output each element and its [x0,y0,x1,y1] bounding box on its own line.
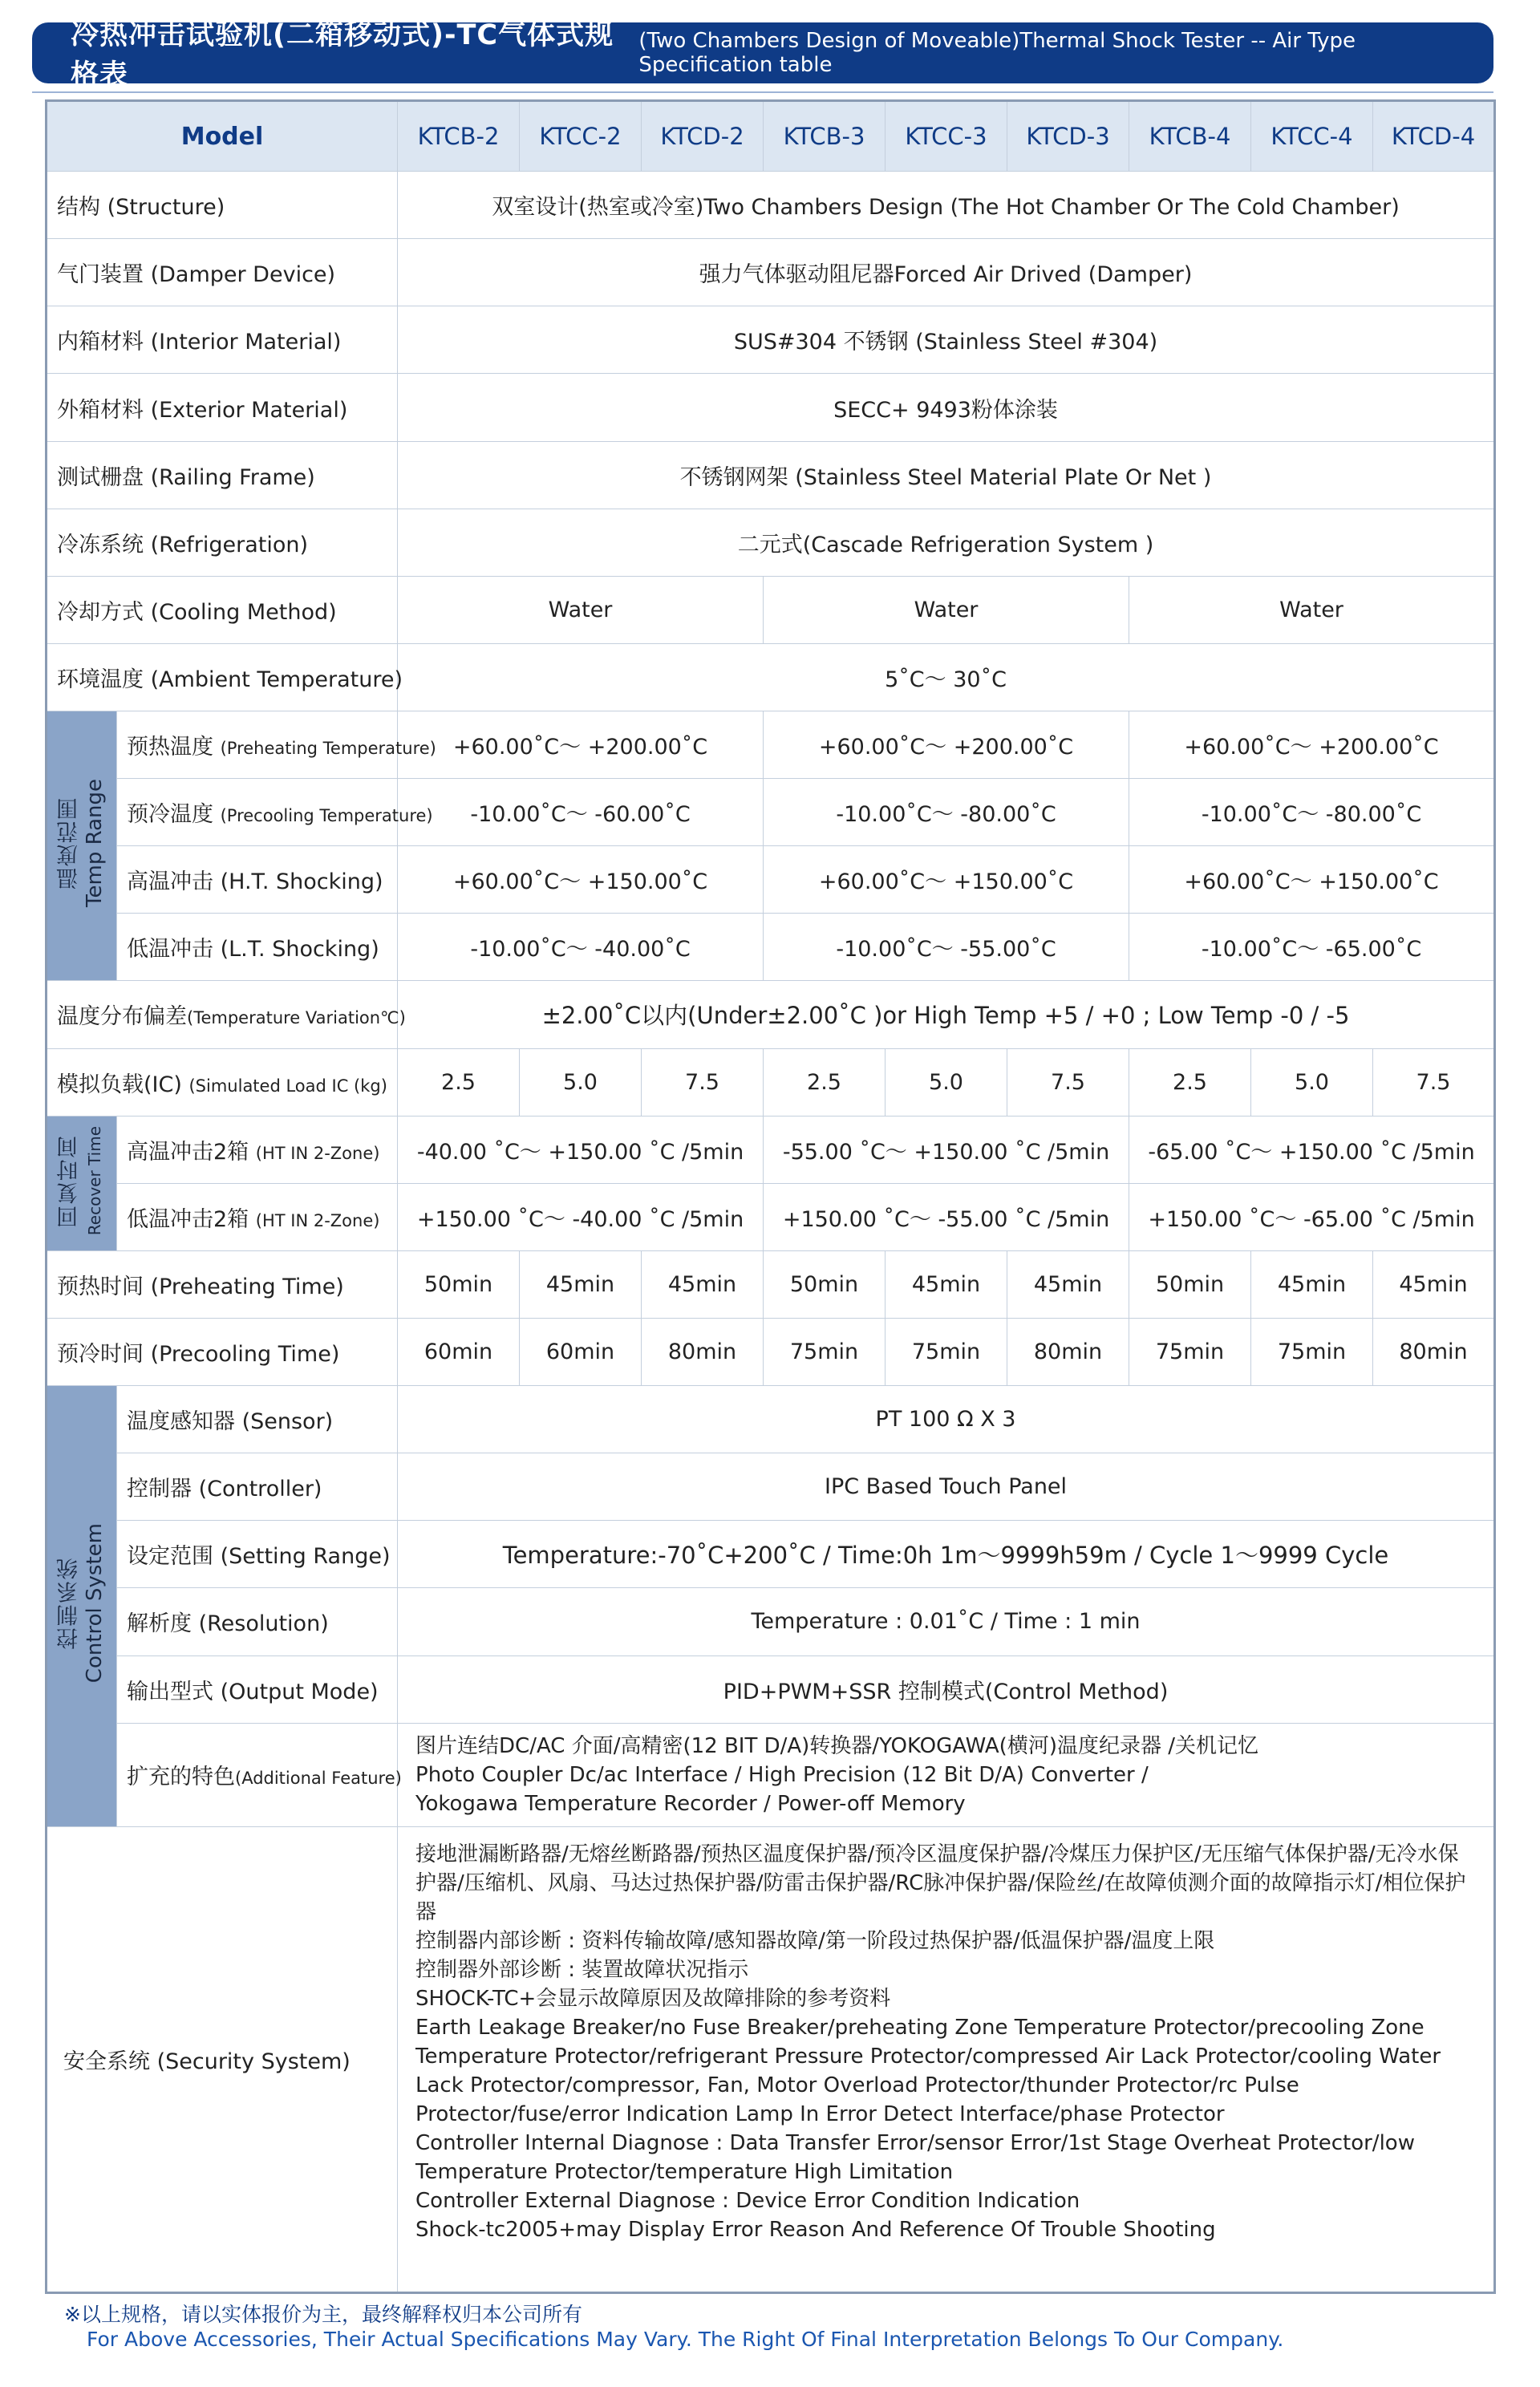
row-interior [47,306,1495,374]
security-system-value [398,1826,1495,2292]
simulated-load-label: 模拟负载(IC) (Simulated Load IC (kg) [47,1048,398,1116]
footnote-cn: ※以上规格，请以实体报价为主，最终解释权归本公司所有 [64,2303,582,2326]
model-ktcc-2: KTCC-2 [520,101,642,172]
output-mode-label: 输出型式 (Output Mode) [117,1656,398,1723]
lt-shocking-3: -10.00˚C～ -55.00˚C [764,914,1129,981]
security-line-2: 控制器内部诊断 : 资料传输故障/感知器故障/第一阶段过热保护器/低温保护器/温度上限 [415,1928,1215,1953]
precool-time-ktcb-3: 75min [764,1318,886,1385]
model-ktcd-2: KTCD-2 [642,101,764,172]
sim-load-ktcc-4: 5.0 [1251,1048,1373,1116]
row-lt-shocking [47,914,1495,981]
lt-shocking-4: -10.00˚C～ -65.00˚C [1129,914,1495,981]
refrigeration-label: 冷冻系统 (Refrigeration) [47,509,398,576]
title-banner [32,19,1493,91]
recover-ht-3: -55.00 ˚C～ +150.00 ˚C /5min [764,1116,1129,1183]
row-sensor [47,1386,1495,1453]
row-refrigeration [47,509,1495,576]
row-setting-range [47,1521,1495,1588]
sim-load-ktcb-2: 2.5 [398,1048,520,1116]
recover-lt-4: +150.00 ˚C～ -65.00 ˚C /5min [1129,1183,1495,1250]
title-en: (Two Chambers Design of Moveable)Thermal Shock Tester -- Air Type Specification table [638,29,1356,77]
exterior-label: 外箱材料 (Exterior Material) [47,374,398,441]
preheating-time-label: 预热时间 (Preheating Time) [47,1250,398,1318]
preheat-time-ktcc-4: 45min [1251,1250,1373,1318]
row-structure [47,172,1495,239]
damper-value: 强力气体驱动阻尼器Forced Air Drived (Damper) [398,239,1495,306]
precool-temp-3: -10.00˚C～ -80.00˚C [764,779,1129,846]
row-precooling-time [47,1318,1495,1385]
row-additional-feature [47,1723,1495,1826]
cooling-value-4: Water [1129,576,1495,643]
temp-variation-value: ±2.00˚C以内(Under±2.00˚C )or High Temp +5 / +0 ; Low Temp -0 / -5 [398,981,1495,1048]
sensor-label: 温度感知器 (Sensor) [117,1386,398,1453]
precool-time-ktcd-3: 80min [1007,1318,1129,1385]
preheat-time-ktcb-3: 50min [764,1250,886,1318]
ht-shocking-label: 高温冲击 (H.T. Shocking) [117,846,398,914]
resolution-value: Temperature : 0.01˚C / Time : 1 min [398,1588,1495,1656]
security-line-8: Shock-tc2005+may Display Error Reason And Reference Of Trouble Shooting [415,2217,1216,2242]
precool-time-ktcb-2: 60min [398,1318,520,1385]
footnote [64,2299,1476,2351]
row-controller [47,1453,1495,1521]
railing-label: 测试栅盘 (Railing Frame) [47,441,398,509]
output-mode-value: PID+PWM+SSR 控制模式(Control Method) [398,1656,1495,1723]
row-precool-temp [47,779,1495,846]
security-line-5: Earth Leakage Breaker/no Fuse Breaker/preheating Zone Temperature Protector/precooling Zone Temperature Protector/refrigerant Pressure Protector/compressed Air Lack Protector/cooling Water Lack Protector/compressor, Fan, Motor Overload Protector/thunder Protector/rc Pulse Protector/fuse/error Indication Lamp In Error Detect Interface/phase Protector [415,2015,1441,2126]
precool-temp-4: -10.00˚C～ -80.00˚C [1129,779,1495,846]
precool-time-ktcd-4: 80min [1373,1318,1495,1385]
recover-ht-2: -40.00 ˚C～ +150.00 ˚C /5min [398,1116,764,1183]
precool-time-ktcc-2: 60min [520,1318,642,1385]
precool-time-ktcd-2: 80min [642,1318,764,1385]
interior-value: SUS#304 不锈钢 (Stainless Steel #304) [398,306,1495,374]
control-system-group: 控制系统 Control System [47,1386,117,1827]
spec-table [45,99,1496,2294]
model-ktcd-3: KTCD-3 [1007,101,1129,172]
ambient-value: 5˚C～ 30˚C [398,643,1495,711]
sim-load-ktcc-2: 5.0 [520,1048,642,1116]
preheat-temp-2: +60.00˚C～ +200.00˚C [398,711,764,779]
row-resolution [47,1588,1495,1656]
footnote-en: For Above Accessories, Their Actual Specifications May Vary. The Right Of Final Interpretation Belongs To Our Company. [87,2328,1284,2351]
ht-shocking-4: +60.00˚C～ +150.00˚C [1129,846,1495,914]
preheat-temp-label: 预热温度 (Preheating Temperature) [117,711,398,779]
controller-label: 控制器 (Controller) [117,1453,398,1521]
lt-shocking-2: -10.00˚C～ -40.00˚C [398,914,764,981]
preheat-time-ktcd-3: 45min [1007,1250,1129,1318]
additional-line-1: 图片连结DC/AC 介面/高精密(12 BIT D/A)转换器/YOKOGAWA(横河)温度纪录器 /关机记忆 [415,1733,1258,1758]
exterior-value: SECC+ 9493粉体涂装 [398,374,1495,441]
model-ktcb-3: KTCB-3 [764,101,886,172]
title-cn: 冷热冲击试验机(二箱移动式)-TC气体式规格表 [71,19,614,91]
header-divider [32,91,1493,93]
security-line-7: Controller External Diagnose : Device Error Condition Indication [415,2188,1080,2213]
resolution-label: 解析度 (Resolution) [117,1588,398,1656]
sensor-value: PT 100 Ω X 3 [398,1386,1495,1453]
preheat-time-ktcc-3: 45min [886,1250,1007,1318]
sim-load-ktcd-3: 7.5 [1007,1048,1129,1116]
temp-variation-label: 温度分布偏差(Temperature Variation℃) [47,981,398,1048]
preheat-time-ktcb-4: 50min [1129,1250,1251,1318]
precool-time-ktcc-4: 75min [1251,1318,1373,1385]
row-ht-shocking [47,846,1495,914]
row-cooling [47,576,1495,643]
additional-line-3: Yokogawa Temperature Recorder / Power-off Memory [415,1791,966,1816]
model-ktcb-4: KTCB-4 [1129,101,1251,172]
recover-ht-4: -65.00 ˚C～ +150.00 ˚C /5min [1129,1116,1495,1183]
model-ktcc-3: KTCC-3 [886,101,1007,172]
preheat-temp-4: +60.00˚C～ +200.00˚C [1129,711,1495,779]
recover-ht-label: 高温冲击2箱 (HT IN 2-Zone) [117,1116,398,1183]
recover-lt-label: 低温冲击2箱 (HT IN 2-Zone) [117,1183,398,1250]
model-ktcc-4: KTCC-4 [1251,101,1373,172]
row-preheating-time [47,1250,1495,1318]
cooling-label: 冷却方式 (Cooling Method) [47,576,398,643]
sim-load-ktcb-4: 2.5 [1129,1048,1251,1116]
additional-feature-label: 扩充的特色(Additional Feature) [117,1723,398,1826]
controller-value: IPC Based Touch Panel [398,1453,1495,1521]
row-model [47,101,1495,172]
damper-label: 气门装置 (Damper Device) [47,239,398,306]
refrigeration-value: 二元式(Cascade Refrigeration System ) [398,509,1495,576]
row-recover-lt [47,1183,1495,1250]
sim-load-ktcd-4: 7.5 [1373,1048,1495,1116]
recover-lt-3: +150.00 ˚C～ -55.00 ˚C /5min [764,1183,1129,1250]
security-line-1: 接地泄漏断路器/无熔丝断路器/预热区温度保护器/预冷区温度保护器/冷煤压力保护区/无压缩气体保护器/无冷水保护器/压缩机、风扇、马达过热保护器/防雷击保护器/RC脉冲保护器/保险丝/在故障侦测介面的故障指示灯/相位保护器 [415,1842,1466,1924]
row-temp-variation [47,981,1495,1048]
sim-load-ktcc-3: 5.0 [886,1048,1007,1116]
security-system-label: 安全系统 (Security System) [47,1826,398,2292]
model-ktcb-2: KTCB-2 [398,101,520,172]
cooling-value-2: Water [398,576,764,643]
recover-time-group: 回复时间 Recover Time [47,1116,117,1250]
ht-shocking-2: +60.00˚C～ +150.00˚C [398,846,764,914]
preheat-time-ktcd-4: 45min [1373,1250,1495,1318]
security-line-6: Controller Internal Diagnose : Data Transfer Error/sensor Error/1st Stage Overheat Protector/low Temperature Protector/temperature High Limitation [415,2130,1415,2184]
recover-lt-2: +150.00 ˚C～ -40.00 ˚C /5min [398,1183,764,1250]
security-line-4: SHOCK-TC+会显示故障原因及故障排除的参考资料 [415,1986,891,2011]
setting-range-label: 设定范围 (Setting Range) [117,1521,398,1588]
row-railing [47,441,1495,509]
model-ktcd-4: KTCD-4 [1373,101,1495,172]
row-simulated-load [47,1048,1495,1116]
preheat-temp-3: +60.00˚C～ +200.00˚C [764,711,1129,779]
preheat-time-ktcb-2: 50min [398,1250,520,1318]
temp-range-group: 温度范围 Temp Range [47,711,117,981]
structure-value: 双室设计(热室或冷室)Two Chambers Design (The Hot Chamber Or The Cold Chamber) [398,172,1495,239]
additional-feature-value [398,1723,1495,1826]
interior-label: 内箱材料 (Interior Material) [47,306,398,374]
lt-shocking-label: 低温冲击 (L.T. Shocking) [117,914,398,981]
additional-line-2: Photo Coupler Dc/ac Interface / High Precision (12 Bit D/A) Converter / [415,1762,1149,1787]
row-security-system [47,1826,1495,2292]
security-line-3: 控制器外部诊断 : 装置故障状况指示 [415,1957,749,1982]
ambient-label: 环境温度 (Ambient Temperature) [47,643,398,711]
row-damper [47,239,1495,306]
precool-temp-label: 预冷温度 (Precooling Temperature) [117,779,398,846]
row-exterior [47,374,1495,441]
setting-range-value: Temperature:-70˚C+200˚C / Time:0h 1m～9999h59m / Cycle 1～9999 Cycle [398,1521,1495,1588]
preheat-time-ktcd-2: 45min [642,1250,764,1318]
cooling-value-3: Water [764,576,1129,643]
row-ambient [47,643,1495,711]
precool-time-ktcc-3: 75min [886,1318,1007,1385]
row-recover-ht [47,1116,1495,1183]
structure-label: 结构 (Structure) [47,172,398,239]
preheat-time-ktcc-2: 45min [520,1250,642,1318]
sim-load-ktcb-3: 2.5 [764,1048,886,1116]
row-preheat-temp [47,711,1495,779]
sim-load-ktcd-2: 7.5 [642,1048,764,1116]
railing-value: 不锈钢网架 (Stainless Steel Material Plate Or Net ) [398,441,1495,509]
row-output-mode [47,1656,1495,1723]
ht-shocking-3: +60.00˚C～ +150.00˚C [764,846,1129,914]
precooling-time-label: 预冷时间 (Precooling Time) [47,1318,398,1385]
precool-temp-2: -10.00˚C～ -60.00˚C [398,779,764,846]
model-label: Model [47,101,398,172]
precool-time-ktcb-4: 75min [1129,1318,1251,1385]
